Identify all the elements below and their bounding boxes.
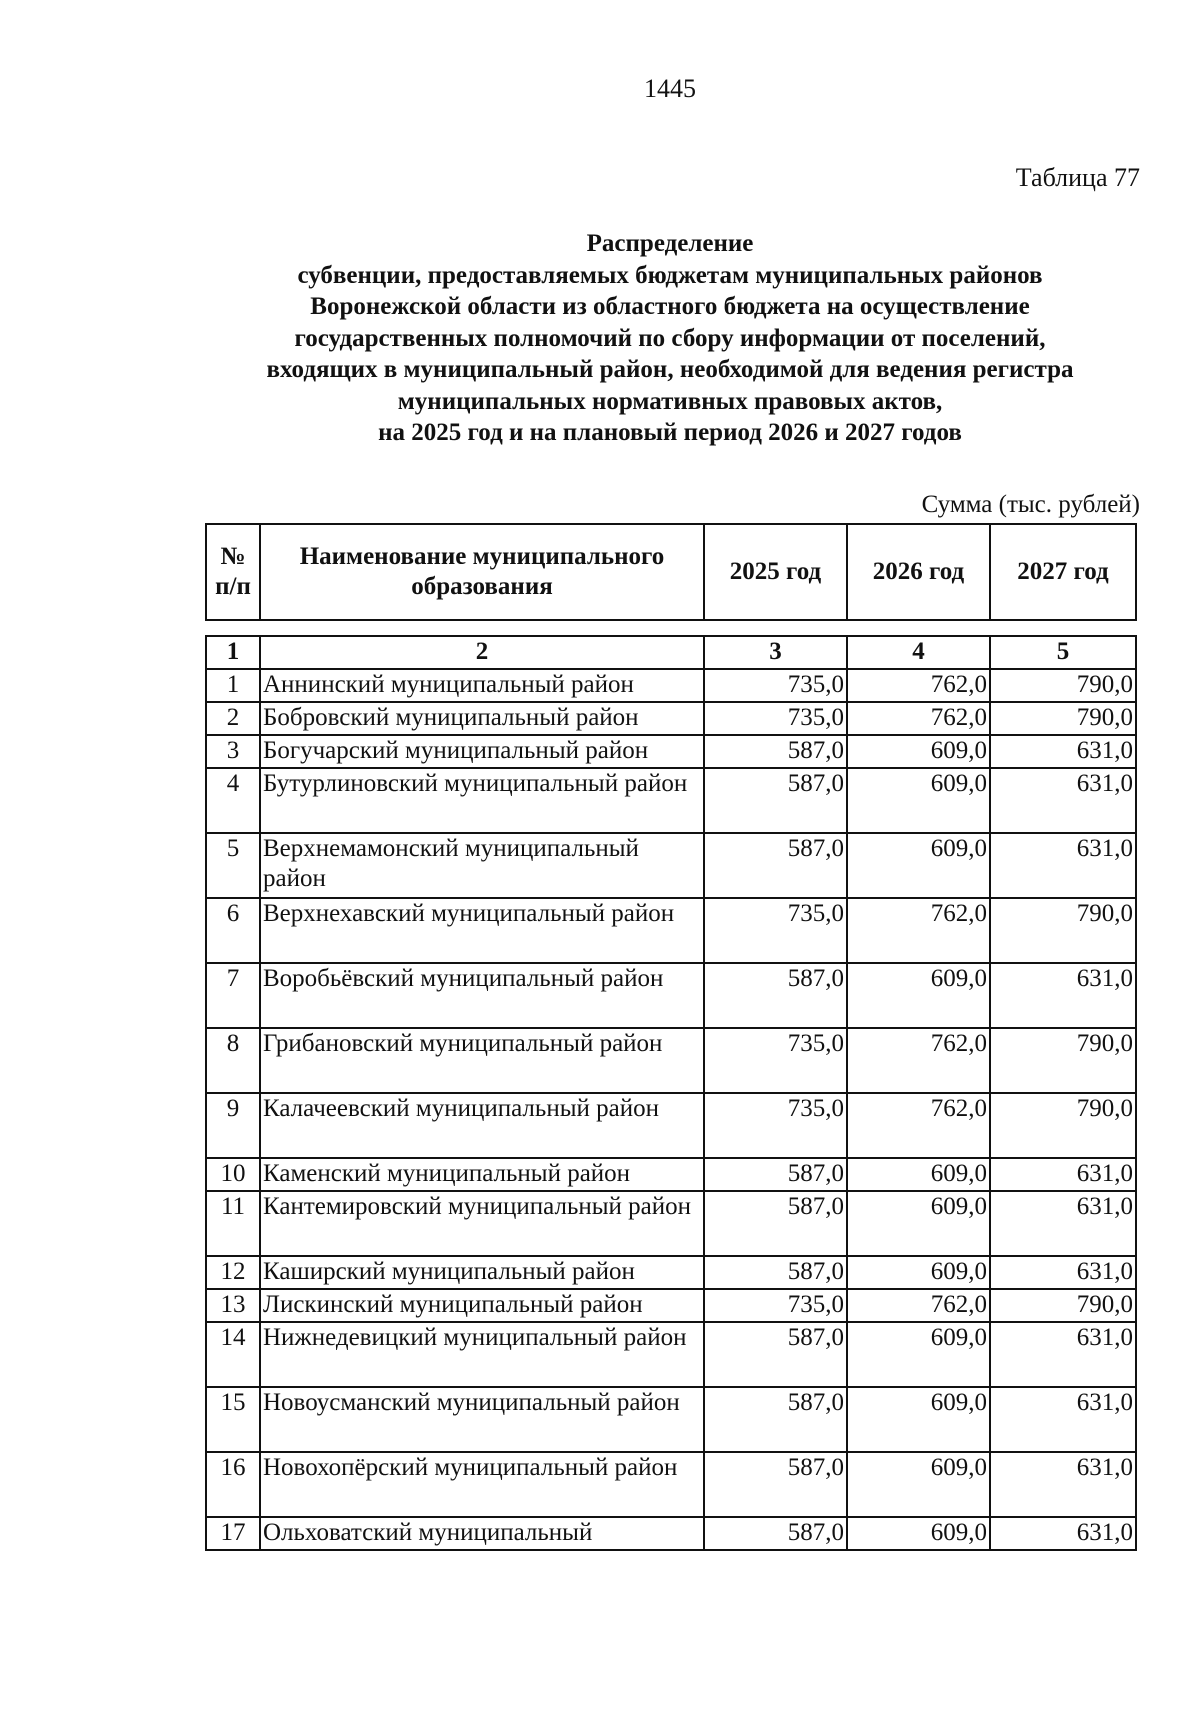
table-row — [206, 1322, 1136, 1387]
row-name: Новоусманский муниципальный район — [260, 1387, 704, 1452]
row-name: Ольховатский муниципальный — [260, 1517, 704, 1550]
value-2025: 587,0 — [704, 1191, 847, 1256]
value-2025: 587,0 — [704, 963, 847, 1028]
value-2026: 609,0 — [847, 963, 990, 1028]
value-2027: 790,0 — [990, 669, 1136, 702]
row-name: Каширский муниципальный район — [260, 1256, 704, 1289]
value-2026: 609,0 — [847, 1191, 990, 1256]
document-title — [180, 228, 1160, 449]
column-number: 4 — [847, 636, 990, 669]
table-row — [206, 1093, 1136, 1158]
header-number-line2: п/п — [215, 573, 251, 600]
header-2026: 2026 год — [847, 524, 990, 620]
title-line: на 2025 год и на плановый период 2026 и 2027 годов — [378, 419, 962, 446]
value-2026: 762,0 — [847, 1289, 990, 1322]
value-2026: 762,0 — [847, 1093, 990, 1158]
value-2025: 587,0 — [704, 1158, 847, 1191]
column-numbers-row — [206, 636, 1136, 669]
row-number: 15 — [206, 1387, 260, 1452]
row-name: Верхнемамонский муниципальный район — [260, 833, 704, 898]
table-row — [206, 898, 1136, 963]
page-number: 1445 — [644, 74, 696, 103]
row-name: Новохопёрский муниципальный район — [260, 1452, 704, 1517]
table-row — [206, 1191, 1136, 1256]
value-2027: 631,0 — [990, 1256, 1136, 1289]
value-2025: 587,0 — [704, 833, 847, 898]
value-2027: 790,0 — [990, 898, 1136, 963]
value-2026: 762,0 — [847, 669, 990, 702]
value-2027: 790,0 — [990, 702, 1136, 735]
column-number: 3 — [704, 636, 847, 669]
value-2027: 790,0 — [990, 1028, 1136, 1093]
data-table — [205, 635, 1137, 1551]
row-number: 14 — [206, 1322, 260, 1387]
table-label: Таблица 77 — [1015, 163, 1140, 192]
header-name-line2: образования — [411, 573, 553, 600]
value-2026: 609,0 — [847, 1452, 990, 1517]
header-2027: 2027 год — [990, 524, 1136, 620]
value-2025: 735,0 — [704, 898, 847, 963]
row-name: Каменский муниципальный район — [260, 1158, 704, 1191]
row-number: 6 — [206, 898, 260, 963]
value-2026: 609,0 — [847, 735, 990, 768]
value-2027: 631,0 — [990, 1452, 1136, 1517]
value-2026: 762,0 — [847, 1028, 990, 1093]
value-2025: 735,0 — [704, 702, 847, 735]
row-name: Воробьёвский муниципальный район — [260, 963, 704, 1028]
row-number: 11 — [206, 1191, 260, 1256]
value-2027: 631,0 — [990, 1158, 1136, 1191]
row-number: 8 — [206, 1028, 260, 1093]
column-number: 5 — [990, 636, 1136, 669]
value-2025: 587,0 — [704, 768, 847, 833]
value-2026: 609,0 — [847, 1256, 990, 1289]
value-2025: 735,0 — [704, 1093, 847, 1158]
row-number: 17 — [206, 1517, 260, 1550]
value-2025: 587,0 — [704, 1517, 847, 1550]
value-2027: 631,0 — [990, 735, 1136, 768]
column-number: 2 — [260, 636, 704, 669]
title-line: Воронежской области из областного бюджета на осуществление — [310, 293, 1030, 320]
value-2027: 631,0 — [990, 1517, 1136, 1550]
row-name: Аннинский муниципальный район — [260, 669, 704, 702]
table-row — [206, 1028, 1136, 1093]
row-name: Бобровский муниципальный район — [260, 702, 704, 735]
row-number: 7 — [206, 963, 260, 1028]
title-line: государственных полномочий по сбору информации от поселений, — [294, 324, 1046, 352]
value-2025: 587,0 — [704, 735, 847, 768]
table-row — [206, 1256, 1136, 1289]
table-header — [205, 523, 1137, 621]
row-name: Верхнехавский муниципальный район — [260, 898, 704, 963]
column-number: 1 — [206, 636, 260, 669]
row-number: 3 — [206, 735, 260, 768]
header-2025: 2025 год — [704, 524, 847, 620]
value-2026: 609,0 — [847, 1387, 990, 1452]
table-row — [206, 702, 1136, 735]
value-2027: 790,0 — [990, 1289, 1136, 1322]
table-row — [206, 1517, 1136, 1550]
value-2027: 631,0 — [990, 1387, 1136, 1452]
value-2026: 609,0 — [847, 1517, 990, 1550]
row-name: Грибановский муниципальный район — [260, 1028, 704, 1093]
table-row — [206, 1452, 1136, 1517]
table-row — [206, 669, 1136, 702]
row-number: 2 — [206, 702, 260, 735]
row-number: 9 — [206, 1093, 260, 1158]
table-row — [206, 768, 1136, 833]
table-row — [206, 1387, 1136, 1452]
table-row — [206, 1158, 1136, 1191]
value-2027: 631,0 — [990, 1322, 1136, 1387]
row-number: 4 — [206, 768, 260, 833]
row-name: Калачеевский муниципальный район — [260, 1093, 704, 1158]
header-number-line1: № — [220, 543, 246, 570]
value-2026: 609,0 — [847, 1322, 990, 1387]
title-line: муниципальных нормативных правовых актов, — [397, 387, 943, 415]
table-row — [206, 833, 1136, 898]
value-2027: 790,0 — [990, 1093, 1136, 1158]
row-number: 1 — [206, 669, 260, 702]
value-2027: 631,0 — [990, 833, 1136, 898]
value-2026: 762,0 — [847, 702, 990, 735]
value-2026: 609,0 — [847, 1158, 990, 1191]
row-number: 12 — [206, 1256, 260, 1289]
value-2027: 631,0 — [990, 1191, 1136, 1256]
value-2025: 735,0 — [704, 1289, 847, 1322]
row-number: 5 — [206, 833, 260, 898]
title-line: входящих в муниципальный район, необходимой для ведения регистра — [266, 356, 1074, 383]
header-name-line1: Наименование муниципального — [299, 543, 665, 570]
title-line: Распределение — [586, 230, 754, 257]
value-2026: 609,0 — [847, 833, 990, 898]
value-2025: 735,0 — [704, 1028, 847, 1093]
row-name: Нижнедевицкий муниципальный район — [260, 1322, 704, 1387]
title-line: субвенции, предоставляемых бюджетам муниципальных районов — [297, 261, 1043, 289]
row-name: Богучарский муниципальный район — [260, 735, 704, 768]
table-row — [206, 1289, 1136, 1322]
units-caption: Сумма (тыс. рублей) — [921, 491, 1140, 518]
value-2026: 762,0 — [847, 898, 990, 963]
row-name: Лискинский муниципальный район — [260, 1289, 704, 1322]
value-2025: 735,0 — [704, 669, 847, 702]
value-2026: 609,0 — [847, 768, 990, 833]
value-2027: 631,0 — [990, 963, 1136, 1028]
value-2025: 587,0 — [704, 1256, 847, 1289]
row-number: 10 — [206, 1158, 260, 1191]
header-number — [206, 524, 260, 620]
row-name: Бутурлиновский муниципальный район — [260, 768, 704, 833]
row-number: 13 — [206, 1289, 260, 1322]
table-row — [206, 735, 1136, 768]
row-name: Кантемировский муниципальный район — [260, 1191, 704, 1256]
header-name — [260, 524, 704, 620]
row-number: 16 — [206, 1452, 260, 1517]
table-row — [206, 963, 1136, 1028]
value-2027: 631,0 — [990, 768, 1136, 833]
header-row — [206, 524, 1136, 620]
value-2025: 587,0 — [704, 1387, 847, 1452]
value-2025: 587,0 — [704, 1322, 847, 1387]
value-2025: 587,0 — [704, 1452, 847, 1517]
